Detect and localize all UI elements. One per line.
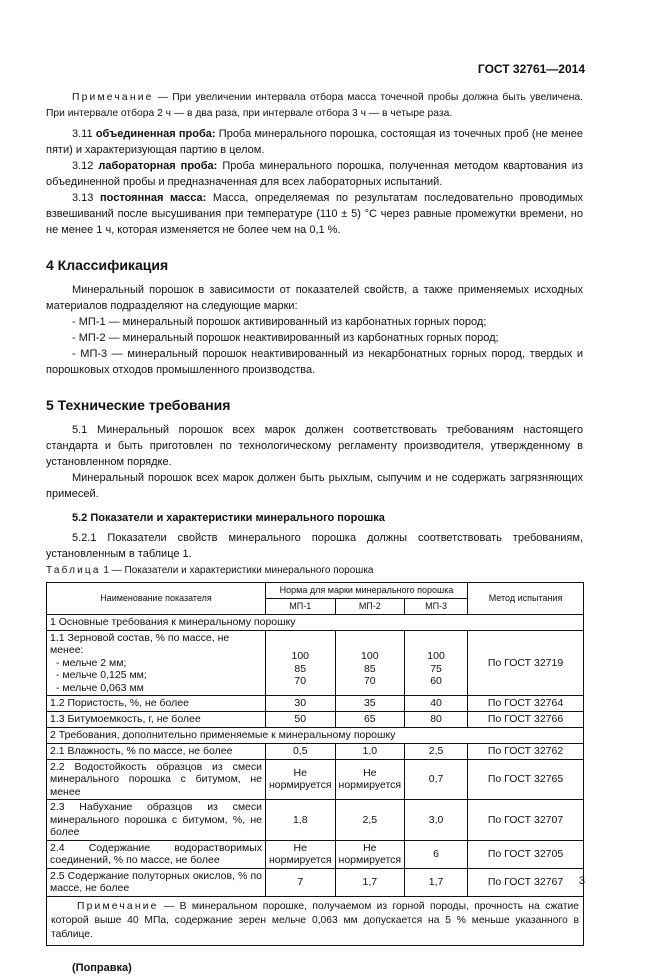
subsection-5-2-title: 5.2 Показатели и характеристики минерального порошка	[72, 512, 385, 524]
cell-value: 1,7	[405, 868, 468, 896]
cell-value: 2,5	[405, 743, 468, 759]
caption-text: 1 — Показатели и характеристики минерального порошка	[100, 565, 374, 576]
s5-p2: Минеральный порошок всех марок должен быть рыхлым, сыпучим и не содержать загрязняющих примесей.	[46, 472, 583, 500]
caption-label: Таблица	[46, 565, 101, 576]
cell-name: 2.4 Содержание водорастворимых соединений, % по массе, не более	[47, 840, 266, 868]
header-method: Метод испытания	[468, 583, 584, 615]
table-1	[46, 582, 584, 946]
note-text: — При увеличении интервала отбора масса точечной пробы должна быть увеличена. При интервале отбора 2 ч — в два раза, при интервале отбора 3 ч — в четыре раза.	[46, 92, 583, 119]
definition	[46, 126, 583, 158]
cell-value: 65	[335, 712, 405, 728]
cell-name: 2.1 Влажность, % по массе, не более	[47, 743, 266, 759]
cell-method: По ГОСТ 32766	[468, 712, 584, 728]
amendment: (Поправка)	[72, 961, 132, 974]
cell-method: По ГОСТ 32767	[468, 868, 584, 896]
cell-value: 1,0	[335, 743, 405, 759]
table-row	[47, 868, 584, 896]
cell-name: 1.2 Пористость, %, не более	[47, 696, 266, 712]
def-text: Проба минерального порошка, состоящая из точечных проб (не менее пяти) и характеризующая партию в целом.	[46, 128, 584, 156]
cell-method: По ГОСТ 32707	[468, 800, 584, 841]
header-norm: Норма для марки минерального порошка	[266, 583, 468, 599]
cell-value: 85	[294, 662, 307, 675]
cell-value: 1,7	[335, 868, 405, 896]
note-text: — В минеральном порошке, получаемом из горной породы, прочность на сжатие которой выше 40 МПа, содержание зерен мельче 0,063 мм допускается на 5 % меньше указанного в таблице.	[51, 900, 579, 940]
cell-name: 2.5 Содержание полуторных окислов, % по массе, не более	[47, 868, 266, 896]
cell-value: 100	[291, 650, 310, 663]
cell-name: - мельче 2 мм;	[56, 656, 127, 669]
header-mark: МП-2	[335, 599, 405, 615]
cell-value: 40	[405, 696, 468, 712]
def-text: Проба минерального порошка, полученная методом квартования из объединенной пробы и предназначенная для всех лабораторных испытаний.	[46, 160, 583, 188]
cell-name: - мельче 0,063 мм	[56, 681, 144, 694]
cell-value: 7	[266, 868, 336, 896]
s5-p1: 5.1 Минеральный порошок всех марок должен соответствовать требованиям настоящего стандарта и быть приготовлен по технологическому регламенту производителя, утвержденному в установленном порядке.	[46, 424, 583, 468]
cell-name: 2.2 Водостойкость образцов из смеси минерального порошка с битумом, не менее	[47, 759, 266, 800]
s4-intro: Минеральный порошок в зависимости от показателей свойств, а также применяемых исходных материалов подразделяют на следующие марки:	[46, 284, 583, 312]
header-mark: МП-3	[405, 599, 468, 615]
cell-value: 70	[363, 675, 376, 688]
def-term: объединенная проба:	[95, 128, 216, 140]
standard-number: ГОСТ 32761—2014	[477, 62, 585, 76]
cell-value: 1,8	[266, 800, 336, 841]
cell-value: 0,5	[266, 743, 336, 759]
cell-value: Не нормируется	[266, 759, 336, 800]
cell-value: Не нормируется	[335, 759, 405, 800]
group-1: 1 Основные требования к минеральному порошку	[47, 615, 584, 631]
definition	[46, 190, 583, 238]
header-name: Наименование показателя	[47, 583, 266, 615]
table-row	[47, 712, 584, 728]
cell-value: 35	[335, 696, 405, 712]
note-label: Примечание	[77, 900, 159, 912]
def-term: лабораторная проба:	[98, 160, 218, 172]
cell-name: 1.3 Битумоемкость, г, не более	[47, 712, 266, 728]
s4-item: - МП-1 — минеральный порошок активированный из карбонатных горных пород;	[72, 316, 487, 328]
def-text: Масса, определяемая по результатам последовательно проводимых взвешиваний после высушивания при температуре (110 ± 5) °С через равные промежутки времени, но не менее 1 ч, которая изменяется не более чем на 0,1 %.	[46, 192, 583, 236]
def-term: постоянная масса:	[100, 192, 207, 204]
section-4-title: 4 Классификация	[46, 257, 169, 273]
table-row	[47, 759, 584, 800]
header-mark: МП-1	[266, 599, 336, 615]
cell-method: По ГОСТ 32762	[468, 743, 584, 759]
cell-value: 75	[430, 662, 442, 675]
cell-method: По ГОСТ 32765	[468, 759, 584, 800]
table-note	[47, 896, 584, 945]
cell-method: По ГОСТ 32764	[468, 696, 584, 712]
cell-name: 2.3 Набухание образцов из смеси минерального порошка с битумом, %, не более	[47, 800, 266, 841]
cell-value: 60	[430, 675, 442, 688]
table-row	[47, 800, 584, 841]
s5-p3: 5.2.1 Показатели свойств минерального порошка должны соответствовать требованиям, установленным в таблице 1.	[46, 532, 583, 560]
cell-value: 85	[363, 662, 376, 675]
table-caption	[46, 564, 583, 578]
page-number: 3	[578, 875, 585, 887]
table-row	[47, 743, 584, 759]
table-row	[47, 840, 584, 868]
cell-method: По ГОСТ 32719	[468, 630, 584, 696]
s4-item: - МП-2 — минеральный порошок неактивированный из карбонатных горных пород;	[72, 332, 499, 344]
table-row	[47, 630, 584, 696]
cell-value: 3,0	[405, 800, 468, 841]
cell-value: 80	[405, 712, 468, 728]
cell-value: 30	[266, 696, 336, 712]
cell-method: По ГОСТ 32705	[468, 840, 584, 868]
def-number: 3.13	[72, 192, 100, 204]
def-number: 3.12	[72, 160, 99, 172]
cell-name: 1.1 Зерновой состав, % по массе, не менее:	[50, 631, 230, 656]
cell-name: - мельче 0,125 мм;	[56, 669, 147, 681]
group-2: 2 Требования, дополнительно применяемые к минеральному порошку	[47, 728, 584, 744]
note	[46, 90, 583, 122]
cell-value: 0,7	[405, 759, 468, 800]
note-label: Примечание	[72, 92, 154, 103]
s4-item: - МП-3 — минеральный порошок неактивированный из некарбонатных горных пород, твердых и порошковых отходов промышленного производства.	[46, 348, 583, 376]
section-5-title: 5 Технические требования	[46, 397, 231, 413]
cell-value: 100	[361, 650, 379, 663]
definition	[46, 158, 583, 190]
cell-value: 70	[294, 675, 307, 688]
cell-value: Не нормируется	[335, 840, 405, 868]
table-row	[47, 696, 584, 712]
cell-value: 50	[266, 712, 336, 728]
def-number: 3.11	[72, 128, 96, 140]
cell-value: 6	[405, 840, 468, 868]
cell-value: 100	[427, 650, 445, 663]
cell-value: Не нормируется	[266, 840, 336, 868]
cell-value: 2,5	[335, 800, 405, 841]
